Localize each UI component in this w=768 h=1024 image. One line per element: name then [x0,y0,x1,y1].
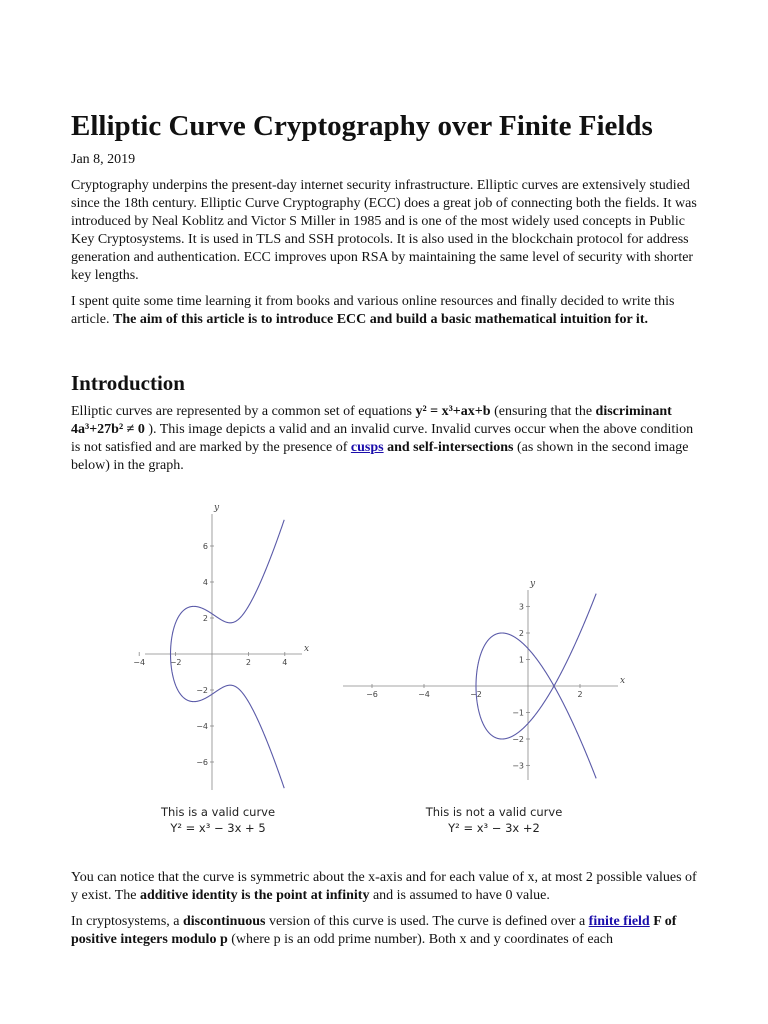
article-title: Elliptic Curve Cryptography over Finite Fields [71,110,653,142]
self-intersections-text: and self-intersections [383,440,514,455]
y-tick-label: 2 [202,614,208,623]
p3-text-c: ). This image depicts a valid and an invalid curve. Invalid curves occur when the above condition is not satisfied and are marked by the presence of [71,422,694,455]
y-tick-label: −4 [196,722,208,731]
intro-p2-text: I spent quite some time learning it from books and various online resources and finally decided to write this article. [71,294,675,327]
y-tick-label: −6 [196,758,208,767]
article-date: Jan 8, 2019 [71,152,136,167]
y-tick-label: −1 [512,708,524,718]
section-heading-introduction: Introduction [71,371,185,395]
x-tick-label: −6 [366,690,378,699]
invalid-curve-caption-line2: Y² = x³ − 3x +2 [448,821,540,835]
x-tick-label: −4 [133,658,146,667]
y-tick-label: 2 [518,629,524,638]
invalid-curve-caption-line1: This is not a valid curve [425,805,563,819]
discontinuous-text: discontinuous [182,914,266,929]
intro-p2-bold: The aim of this article is to introduce ECC and build a basic mathematical intuition for it. [112,312,648,327]
y-tick-label: 3 [518,602,524,612]
valid-curve-plot [133,503,309,790]
valid-curve-caption [118,804,318,836]
x-axis-label: x [304,644,310,654]
y-tick-label: 1 [518,655,524,665]
valid-curve-caption-line2: Y² = x³ − 3x + 5 [170,821,266,835]
discriminant-condition: discriminant 4a³+27b² ≠ 0 [71,404,672,437]
finite-field-link[interactable]: finite field [588,914,650,929]
y-tick-label: −2 [196,686,208,695]
x-tick-label: −2 [169,658,182,667]
cusps-link[interactable]: cusps [350,440,384,455]
invalid-curve-plot [343,579,625,780]
p5-text-e: (where p is an odd prime number). Both x and y coordinates of each [227,932,614,947]
x-tick-label: 2 [245,658,251,667]
y-tick-label: 6 [202,542,208,551]
p3-text-a: Elliptic curves are represented by a common set of equations [71,404,416,419]
x-tick-label: −4 [418,690,430,699]
y-tick-label: −3 [512,761,524,771]
x-tick-label: 4 [282,658,288,667]
curve-equation: y² = x³+ax+b [415,404,491,419]
finite-field-paragraph [71,913,699,949]
y-tick-label: −2 [512,735,524,744]
p3-text-b: (ensuring that the [490,404,596,419]
p4-text-a: You can notice that the curve is symmetric about the x-axis and for each value of x, at most 2 possible values of y exist. The [71,870,697,903]
intro-paragraph-1: Cryptography underpins the present-day internet security infrastructure. Elliptic curves are extensively studied since the 18th century. Elliptic Curve Cryptography (ECC) does a great job of connecting both the fields. It was introduced by Neal Koblitz and Victor S Miller in 1985 and is one of the most widely used concepts in Public Key Cryptosystems. It is used in TLS and SSH protocols. It is also used in the blockchain protocol for address generation and authentication. ECC improves upon RSA by maintaining the same level of security with shorter key lengths. [71,178,697,283]
y-axis-label: y [530,579,536,589]
x-tick-label: 2 [577,690,583,699]
valid-curve-caption-line1: This is a valid curve [160,805,276,819]
p3-text-e: (as shown in the second image below) in the graph. [71,440,689,473]
p4-text-c: and is assumed to have 0 value. [369,888,550,903]
p5-text-c: version of this curve is used. The curve is defined over a [265,914,589,929]
y-axis-label: y [214,503,220,513]
modulo-p-text: F of positive integers modulo p [71,914,677,947]
invalid-curve-caption [394,804,594,836]
symmetry-paragraph [71,869,699,905]
x-tick-label: −2 [470,690,482,699]
p5-text-a: In cryptosystems, a [71,914,183,929]
additive-identity-text: additive identity is the point at infinity [139,888,370,903]
y-tick-label: 4 [202,578,208,587]
x-axis-label: x [620,676,626,686]
